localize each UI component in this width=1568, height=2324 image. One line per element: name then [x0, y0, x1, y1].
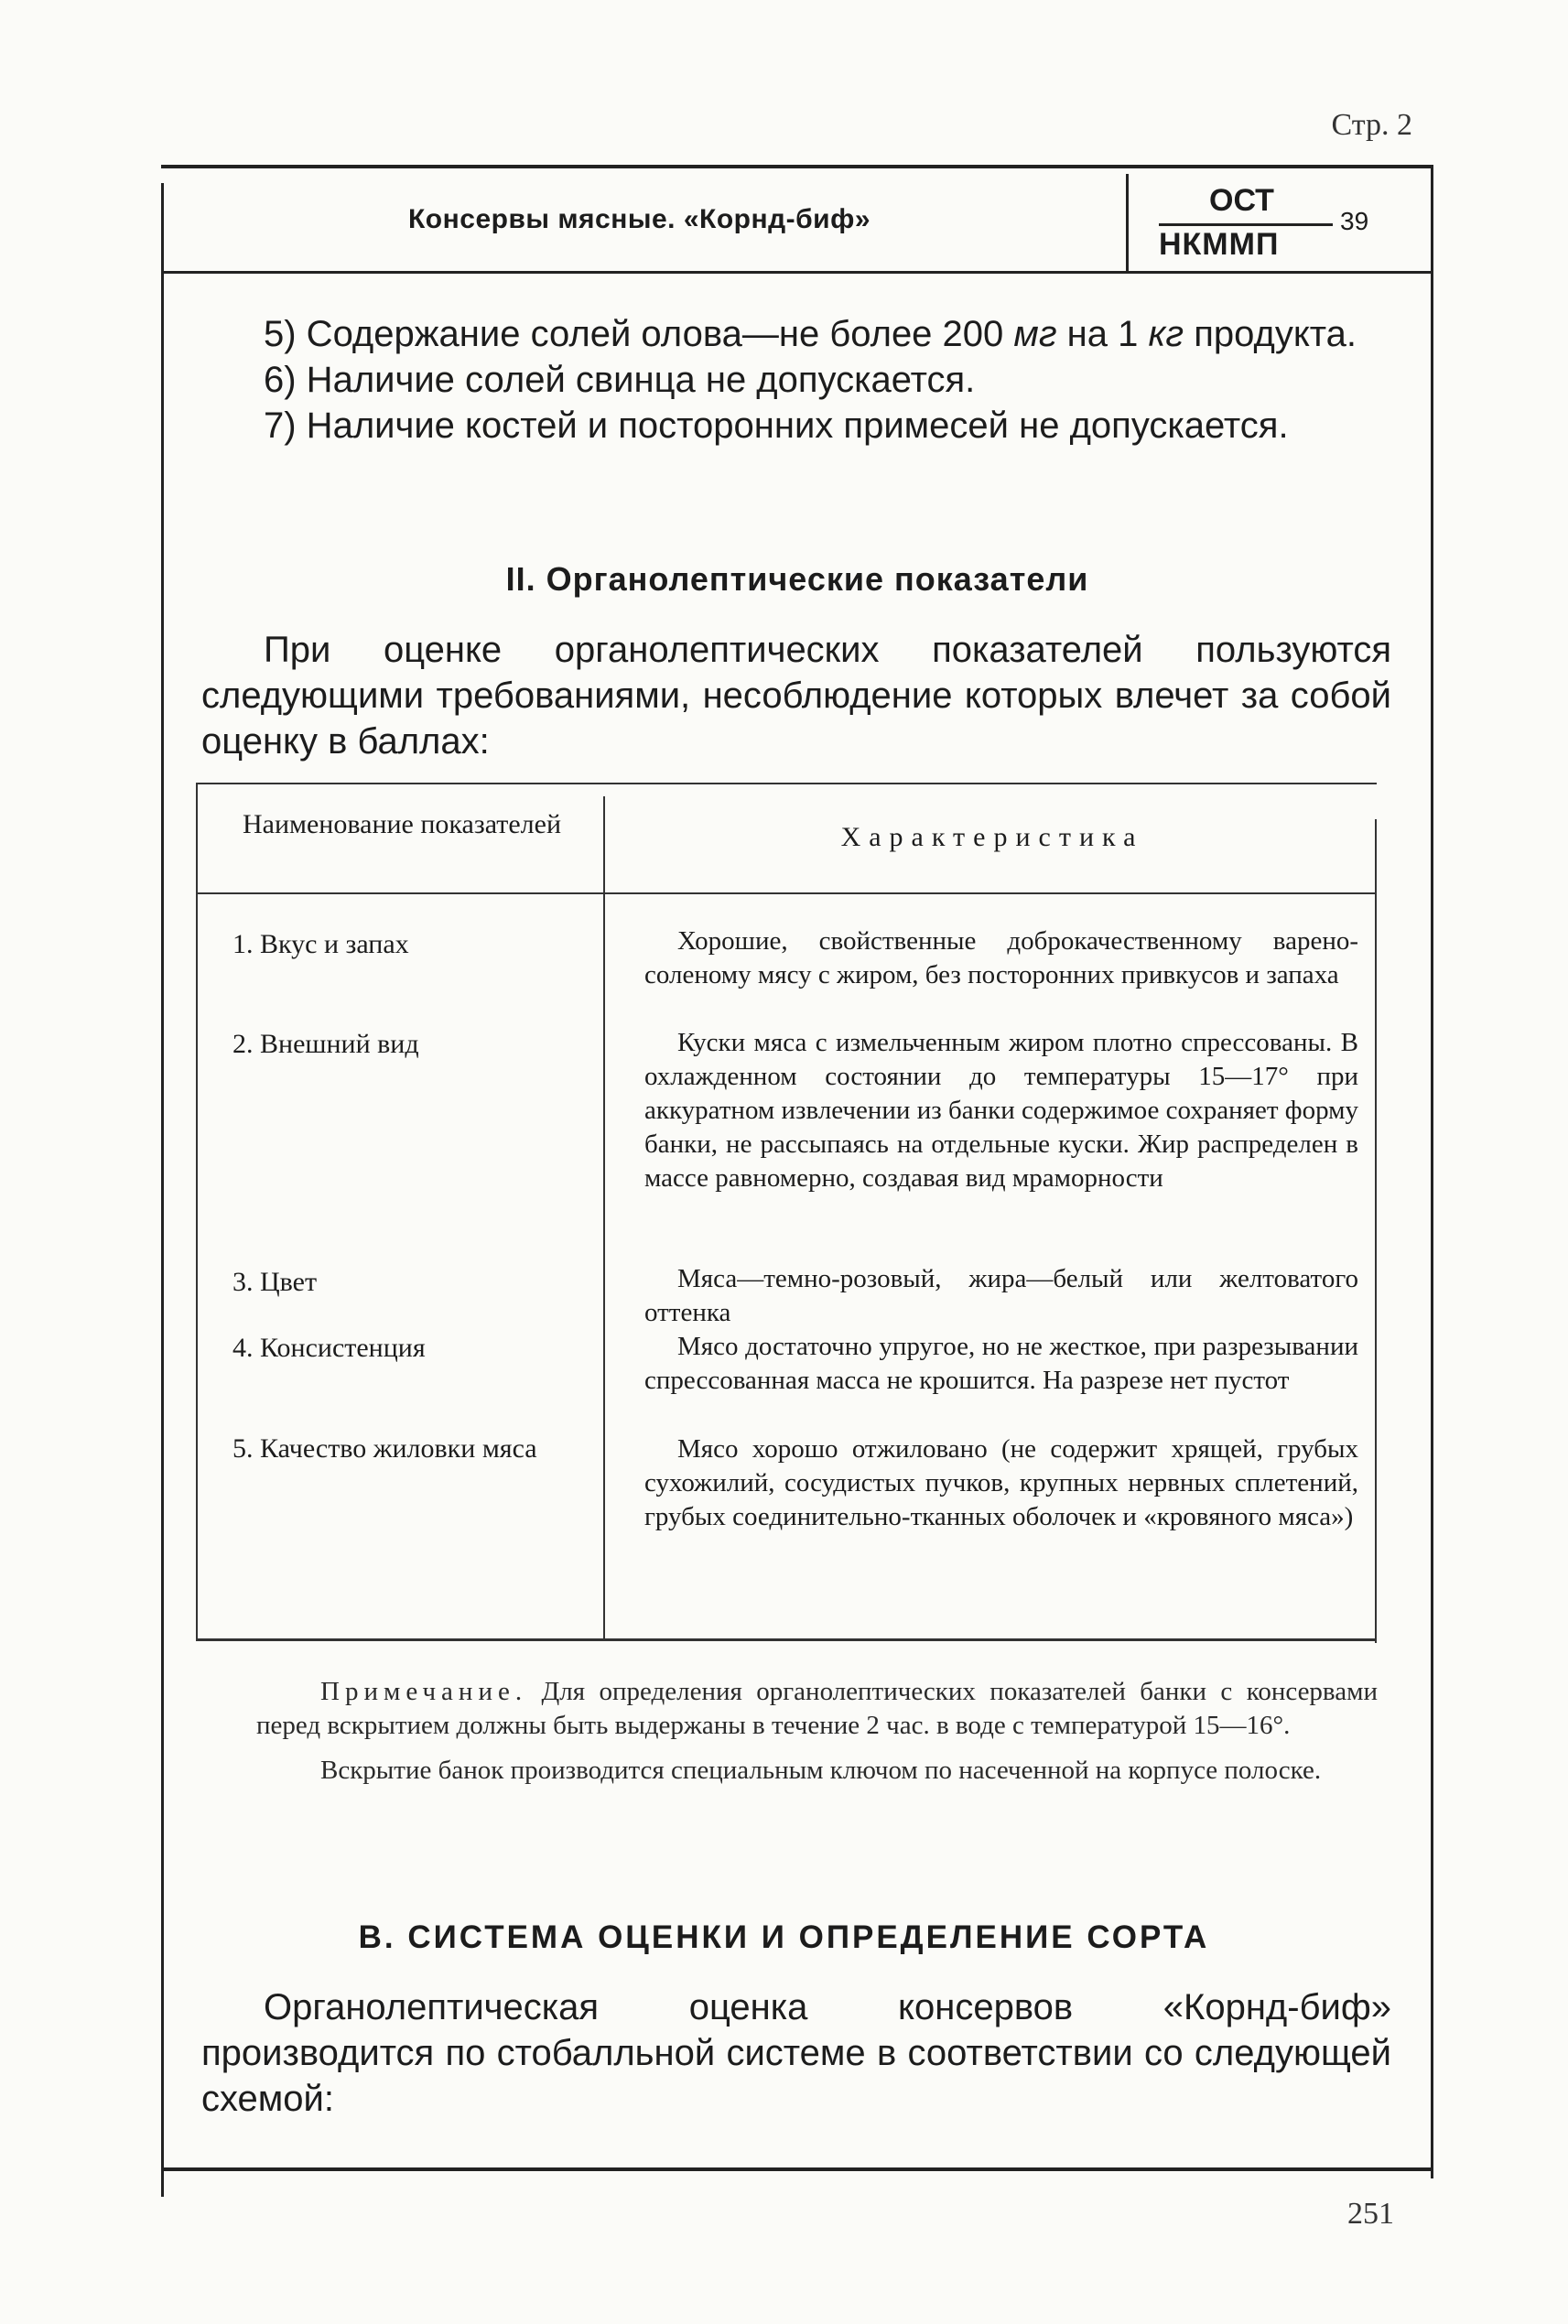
table-row-name: 5. Качество жиловки мяса — [232, 1433, 537, 1464]
item-7: 7) Наличие костей и посторонних примесей не допускается. — [264, 405, 1289, 446]
note-label: Примечание. — [320, 1677, 528, 1706]
standard-fraction-bar — [1159, 223, 1333, 226]
table-row-name: 1. Вкус и запах — [232, 929, 409, 959]
standard-designation — [1159, 183, 1369, 265]
table-row-characteristic: Куски мяса с измельченным жиром плотно спрессованы. В охлажденном состоянии до температуры 15—17° при аккуратном извлечении из банки содержимое сохраняет форму банки, не рассыпаясь на отдельные куски. Жир распределен в массе равномерно, создавая вид мраморности — [644, 1028, 1358, 1193]
table-row-name: 2. Внешний вид — [232, 1029, 419, 1059]
item-5: 5) Содержание солей олова—не более 200 мг на 1 кг продукта. — [264, 314, 1357, 354]
items-block — [201, 311, 1391, 449]
page-label-top: Стр. 2 — [1331, 108, 1412, 142]
frame-bottom-rule — [161, 2167, 1433, 2171]
table-row-name: 4. Консистенция — [232, 1333, 426, 1363]
section-2-intro: При оценке органолептических показателей пользуются следующими требованиями, несоблюдение которых влечет за собой оценку в баллах: — [201, 630, 1391, 762]
note-paragraph-1: Примечание. Для определения органолептических показателей банки с консервами перед вскрытием должны быть выдержаны в течение 2 час. в воде с температурой 15—16°. — [256, 1677, 1378, 1740]
header-divider — [1126, 174, 1129, 271]
standard-number: 39 — [1340, 207, 1369, 235]
column-header-name: Наименование показателей — [242, 809, 562, 839]
frame-right-rule — [1431, 165, 1433, 2178]
section-2-title: II. Органолептические показатели — [505, 560, 1089, 598]
note-paragraph-2: Вскрытие банок производится специальным ключом по насеченной на корпусе полоске. — [320, 1756, 1322, 1785]
table-right-rule — [1375, 819, 1377, 1643]
table-left-rule — [196, 783, 198, 1638]
frame-top-rule — [161, 165, 1433, 168]
table-row-characteristic: Мясо достаточно упругое, но не жесткое, при разрезывании спрессованная масса не крошится. На разрезе нет пустот — [644, 1332, 1358, 1395]
table-row-characteristic: Мясо хорошо отжиловано (не содержит хрящей, грубых сухожилий, сосудистых пучков, крупных нервных сплетений, грубых соединительно-тканных оболочек и «кровяного мяса») — [644, 1434, 1358, 1531]
table-header-rule — [196, 892, 1377, 894]
table-row-characteristic: Хорошие, свойственные доброкачественному варено-соленому мясу с жиром, без посторонних привкусов и запаха — [644, 926, 1358, 989]
table-column-rule — [603, 796, 605, 1638]
item-6: 6) Наличие солей свинца не допускается. — [264, 360, 976, 400]
page-number-bottom: 251 — [1347, 2197, 1394, 2231]
note-block — [256, 1675, 1378, 1788]
organoleptic-table — [196, 783, 1377, 1643]
table-bottom-rule — [196, 1638, 1377, 1641]
standard-bottom: НКММП — [1159, 227, 1280, 262]
section-b-title: В. СИСТЕМА ОЦЕНКИ И ОПРЕДЕЛЕНИЕ СОРТА — [358, 1919, 1210, 1955]
document-title: Консервы мясные. «Корнд-биф» — [408, 204, 871, 234]
header-bottom-rule — [161, 271, 1433, 274]
table-row-characteristic: Мяса—темно-розовый, жира—белый или желтоватого оттенка — [644, 1264, 1358, 1327]
frame-left-rule — [161, 183, 164, 2197]
section-b-text: Органолептическая оценка консервов «Корнд-биф» производится по стобалльной системе в соответствии со следующей схемой: — [201, 1987, 1391, 2119]
column-header-characteristic: Характеристика — [840, 822, 1144, 852]
table-top-rule — [196, 783, 1377, 784]
table-row-name: 3. Цвет — [232, 1267, 318, 1297]
standard-top: ОСТ — [1209, 183, 1274, 218]
